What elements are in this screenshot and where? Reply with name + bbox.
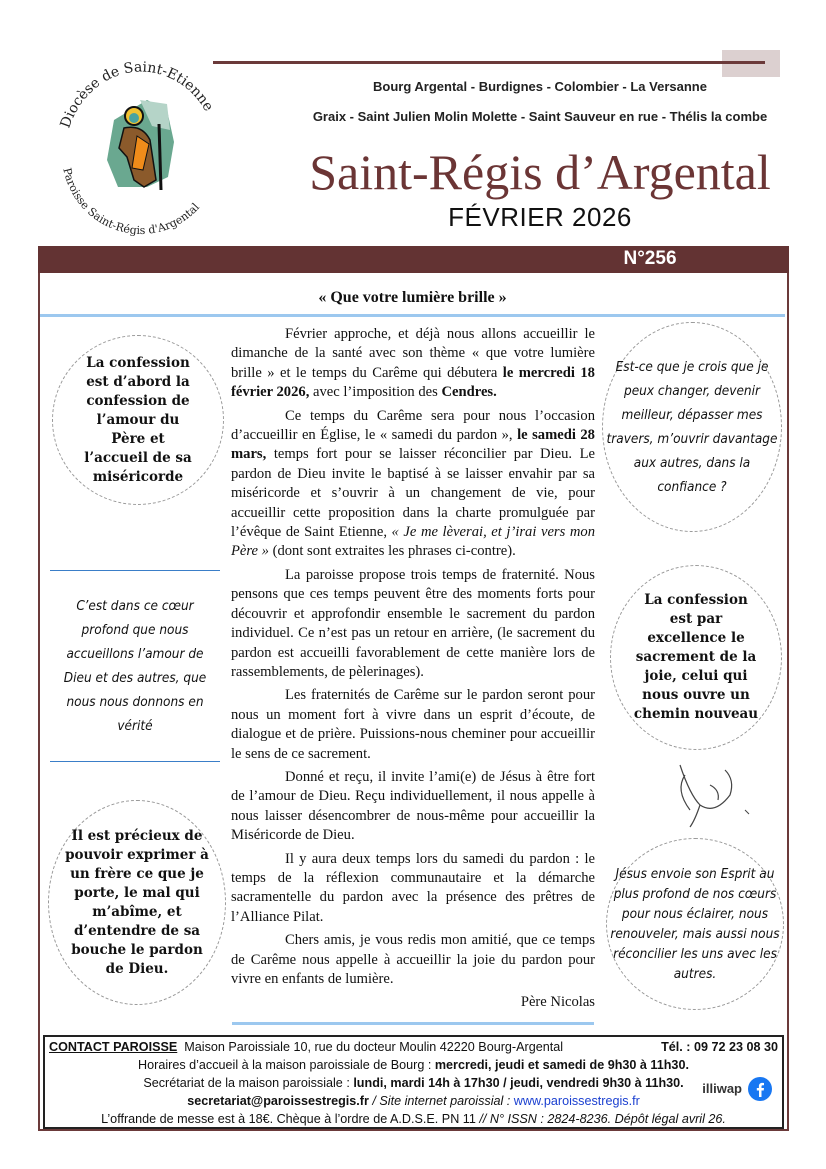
facebook-icon[interactable] bbox=[748, 1077, 772, 1101]
quote-bubble-left-1: La confession est d’abord la confession de l’amour du Père et l’accueil de sa miséricorde bbox=[52, 335, 224, 505]
logo-bottom-text: Paroisse Saint-Régis d'Argental bbox=[60, 166, 203, 238]
quote-bubble-right-1: Est-ce que je crois que je peux changer, devenir meilleur, dépasser mes travers, m’ouvrir davantage aux autres, dans la confiance ? bbox=[602, 322, 782, 532]
article-rule bbox=[232, 1022, 594, 1025]
hours-label: Horaires d’accueil à la maison paroissiale de Bourg : bbox=[138, 1058, 435, 1072]
paragraph: Février approche, et déjà nous allons accueillir le dimanche de la santé avec son thème « que votre lumière brille » et le temps du Carême qui débutera le mercredi 18 février 2026, avec l’imposition des Cendres. bbox=[231, 326, 595, 401]
secretariat-hours: lundi, mardi 14h à 17h30 / jeudi, vendredi 9h30 à 11h30. bbox=[353, 1076, 684, 1090]
logo-top-text: Diocèse de Saint-Etienne bbox=[57, 59, 217, 131]
offering-text: L’offrande de messe est à 18€. Chèque à l’ordre de A.D.S.E. PN 11 bbox=[101, 1112, 480, 1126]
paragraph: Donné et reçu, il invite l’ami(e) de Jésus à être fort de l’amour de Dieu. Reçu individuellement, il nous appelle à nous laisser désencombrer de nous-même pour accueillir la Miséricorde de Dieu. bbox=[231, 768, 595, 844]
paragraph: Les fraternités de Carême sur le pardon seront pour nous un moment fort à vivre dans un esprit d’écoute, de dialogue et de prière. Puissions-nous cheminer pour accueillir le sens de ce sacrement. bbox=[231, 687, 595, 762]
contact-label: CONTACT PAROISSE bbox=[49, 1040, 178, 1054]
issue-number: N°256 bbox=[623, 248, 677, 269]
contact-footer bbox=[43, 1035, 784, 1129]
quote-bubble-right-2: La confession est par excellence le sacrement de la joie, celui qui nous ouvre un chemin nouveau bbox=[610, 565, 782, 750]
signature: Père Nicolas bbox=[520, 994, 595, 1011]
praying-hands-drawing bbox=[660, 755, 760, 830]
towns-line-2: Graix - Saint Julien Molin Molette - Saint Sauveur en rue - Thélis la combe bbox=[312, 109, 768, 124]
diocese-logo bbox=[52, 42, 230, 242]
illiwap-logo[interactable]: illiwap bbox=[702, 1081, 742, 1096]
quote-box-left-2: C’est dans ce cœur profond que nous accueillons l’amour de Dieu et des autres, que nous nous donnons en vérité bbox=[50, 570, 220, 762]
phone: Tél. : 09 72 23 08 30 bbox=[661, 1040, 778, 1054]
quote-bubble-right-3: Jésus envoie son Esprit au plus profond de nos cœurs pour nous éclairer, nous renouveler, mais aussi nous réconcilier les uns avec les autres. bbox=[606, 838, 784, 1010]
paragraph: La paroisse propose trois temps de fraternité. Nous pensons que ces temps peuvent être des moments forts pour découvrir et approfondir ensemble le sacrement du pardon individuel. Ce n’est pas un retour en arrière, (le sacrement du pardon est accueilli favorablement de cette manière lors de rassemblements, de pèlerinages). bbox=[231, 566, 595, 680]
address: Maison Paroissiale 10, rue du docteur Moulin 42220 Bourg-Argental bbox=[184, 1040, 564, 1054]
newsletter-title: Saint-Régis d’Argental bbox=[309, 144, 771, 200]
paragraph: Ce temps du Carême sera pour nous l’occasion d’accueillir en Église, le « samedi du pardon », le samedi 28 mars, temps fort pour se laisser réconcilier par Dieu. Le pardon de Dieu invite le baptisé à se laisser envahir par sa miséricorde et s’ouvrir à un changement de vie, pour accueillir cette proposition dans la charte promulguée par l’évêque de Saint Etienne, « Je me lèverai, et j’irai vers mon Père » (dont sont extraites les phrases ci-contre). bbox=[231, 407, 596, 560]
header-rule bbox=[213, 61, 765, 64]
issn-text: // N° ISSN : 2824-8236. Dépôt légal avril 26. bbox=[479, 1112, 726, 1126]
website-link[interactable]: www.paroissestregis.fr bbox=[513, 1094, 640, 1108]
article-title: « Que votre lumière brille » bbox=[40, 283, 785, 317]
site-label: / Site internet paroissial : bbox=[368, 1094, 514, 1108]
quote-bubble-left-3: Il est précieux de pouvoir exprimer à un frère ce que je porte, le mal qui m’abîme, et d’entendre de sa bouche le pardon de Dieu. bbox=[48, 800, 226, 1005]
towns-line-1: Bourg Argental - Burdignes - Colombier - La Versanne bbox=[373, 79, 707, 94]
saint-regis-figure bbox=[107, 100, 174, 190]
hours: mercredi, jeudi et samedi de 9h30 à 11h30. bbox=[434, 1058, 689, 1072]
editorial-article bbox=[231, 325, 595, 1013]
secretariat-label: Secrétariat de la maison paroissiale : bbox=[143, 1076, 354, 1090]
paragraph: Il y aura deux temps lors du samedi du pardon : le temps de la réflexion communautaire et la démarche sacramentelle du pardon avec la présence des prêtres de l’Alliance Pilat. bbox=[231, 850, 595, 925]
paragraph: Chers amis, je vous redis mon amitié, que ce temps de Carême nous appelle à accueillir la joie du pardon pour vivre en enfants de lumière. bbox=[231, 932, 595, 987]
issue-month: FÉVRIER 2026 bbox=[448, 202, 632, 232]
email-link[interactable]: secretariat@paroissestregis.fr bbox=[187, 1094, 369, 1108]
